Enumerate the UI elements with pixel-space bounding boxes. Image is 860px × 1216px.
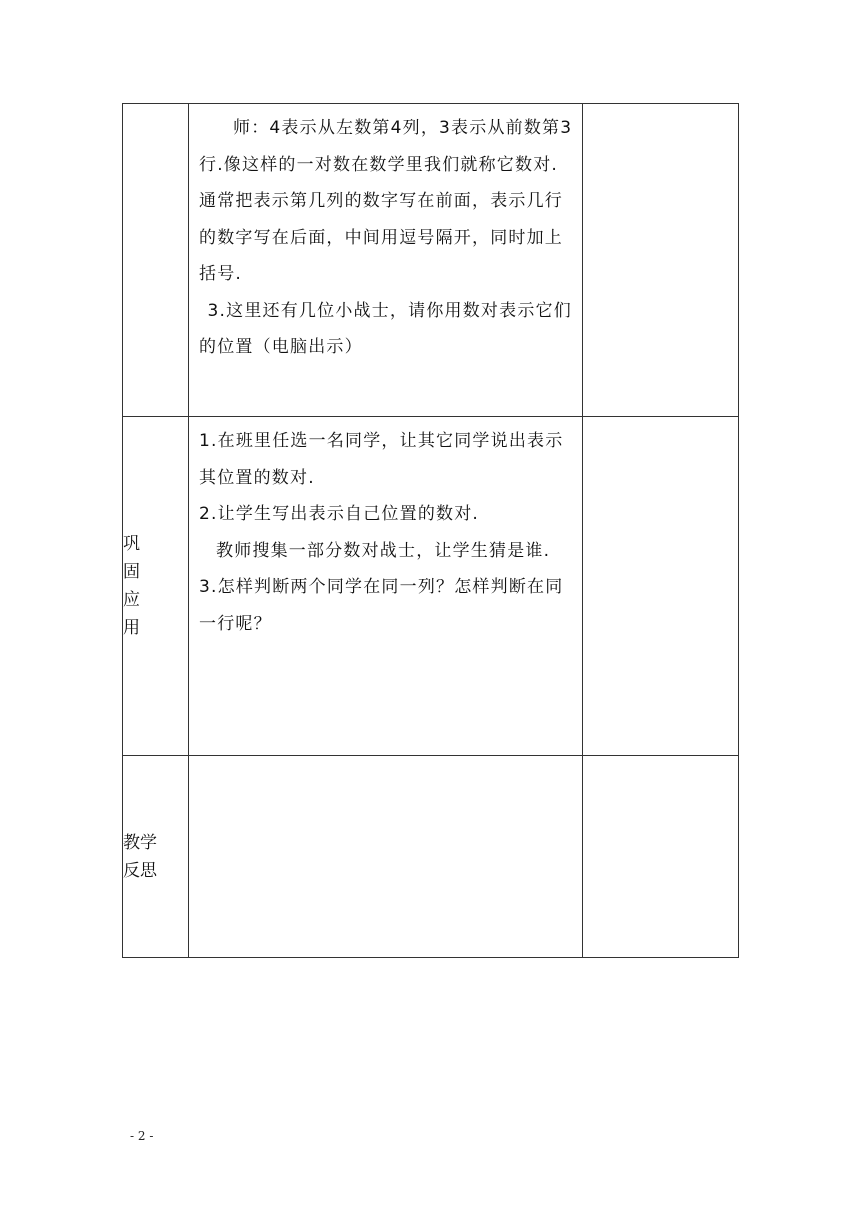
page-number: - 2 - — [130, 1129, 154, 1143]
content-cell — [189, 104, 583, 417]
notes-cell — [583, 104, 739, 417]
paragraph: 3.这里还有几位小战士，请你用数对表示它们的位置（电脑出示） — [199, 300, 572, 357]
lesson-plan-table — [122, 103, 739, 958]
paragraph: 3.怎样判断两个同学在同一列？怎样判断在同一行呢？ — [199, 577, 564, 634]
row-label-cell — [123, 104, 189, 417]
table-row — [123, 756, 739, 958]
table-row — [123, 417, 739, 756]
row-label: 巩 固 应 用 — [123, 534, 140, 638]
paragraph: 1.在班里任选一名同学，让其它同学说出表示其位置的数对. — [199, 431, 564, 488]
row-label-cell — [123, 417, 189, 756]
notes-cell — [583, 756, 739, 958]
content-cell — [189, 417, 583, 756]
paragraph: 教师搜集一部分数对战士，让学生猜是谁. — [216, 540, 551, 561]
row-label: 教学 反思 — [123, 832, 157, 881]
notes-cell — [583, 417, 739, 756]
paragraph: 2.让学生写出表示自己位置的数对. — [199, 504, 480, 524]
row-label-cell — [123, 756, 189, 958]
table-row — [123, 104, 739, 417]
paragraph: 师：4表示从左数第4列，3表示从前数第3行.像这样的一对数在数学里我们就称它数对.通常把表示第几列的数字写在前面，表示几行的数字写在后面，中间用逗号隔开，同时加上括号. — [199, 118, 573, 284]
content-cell — [189, 756, 583, 958]
